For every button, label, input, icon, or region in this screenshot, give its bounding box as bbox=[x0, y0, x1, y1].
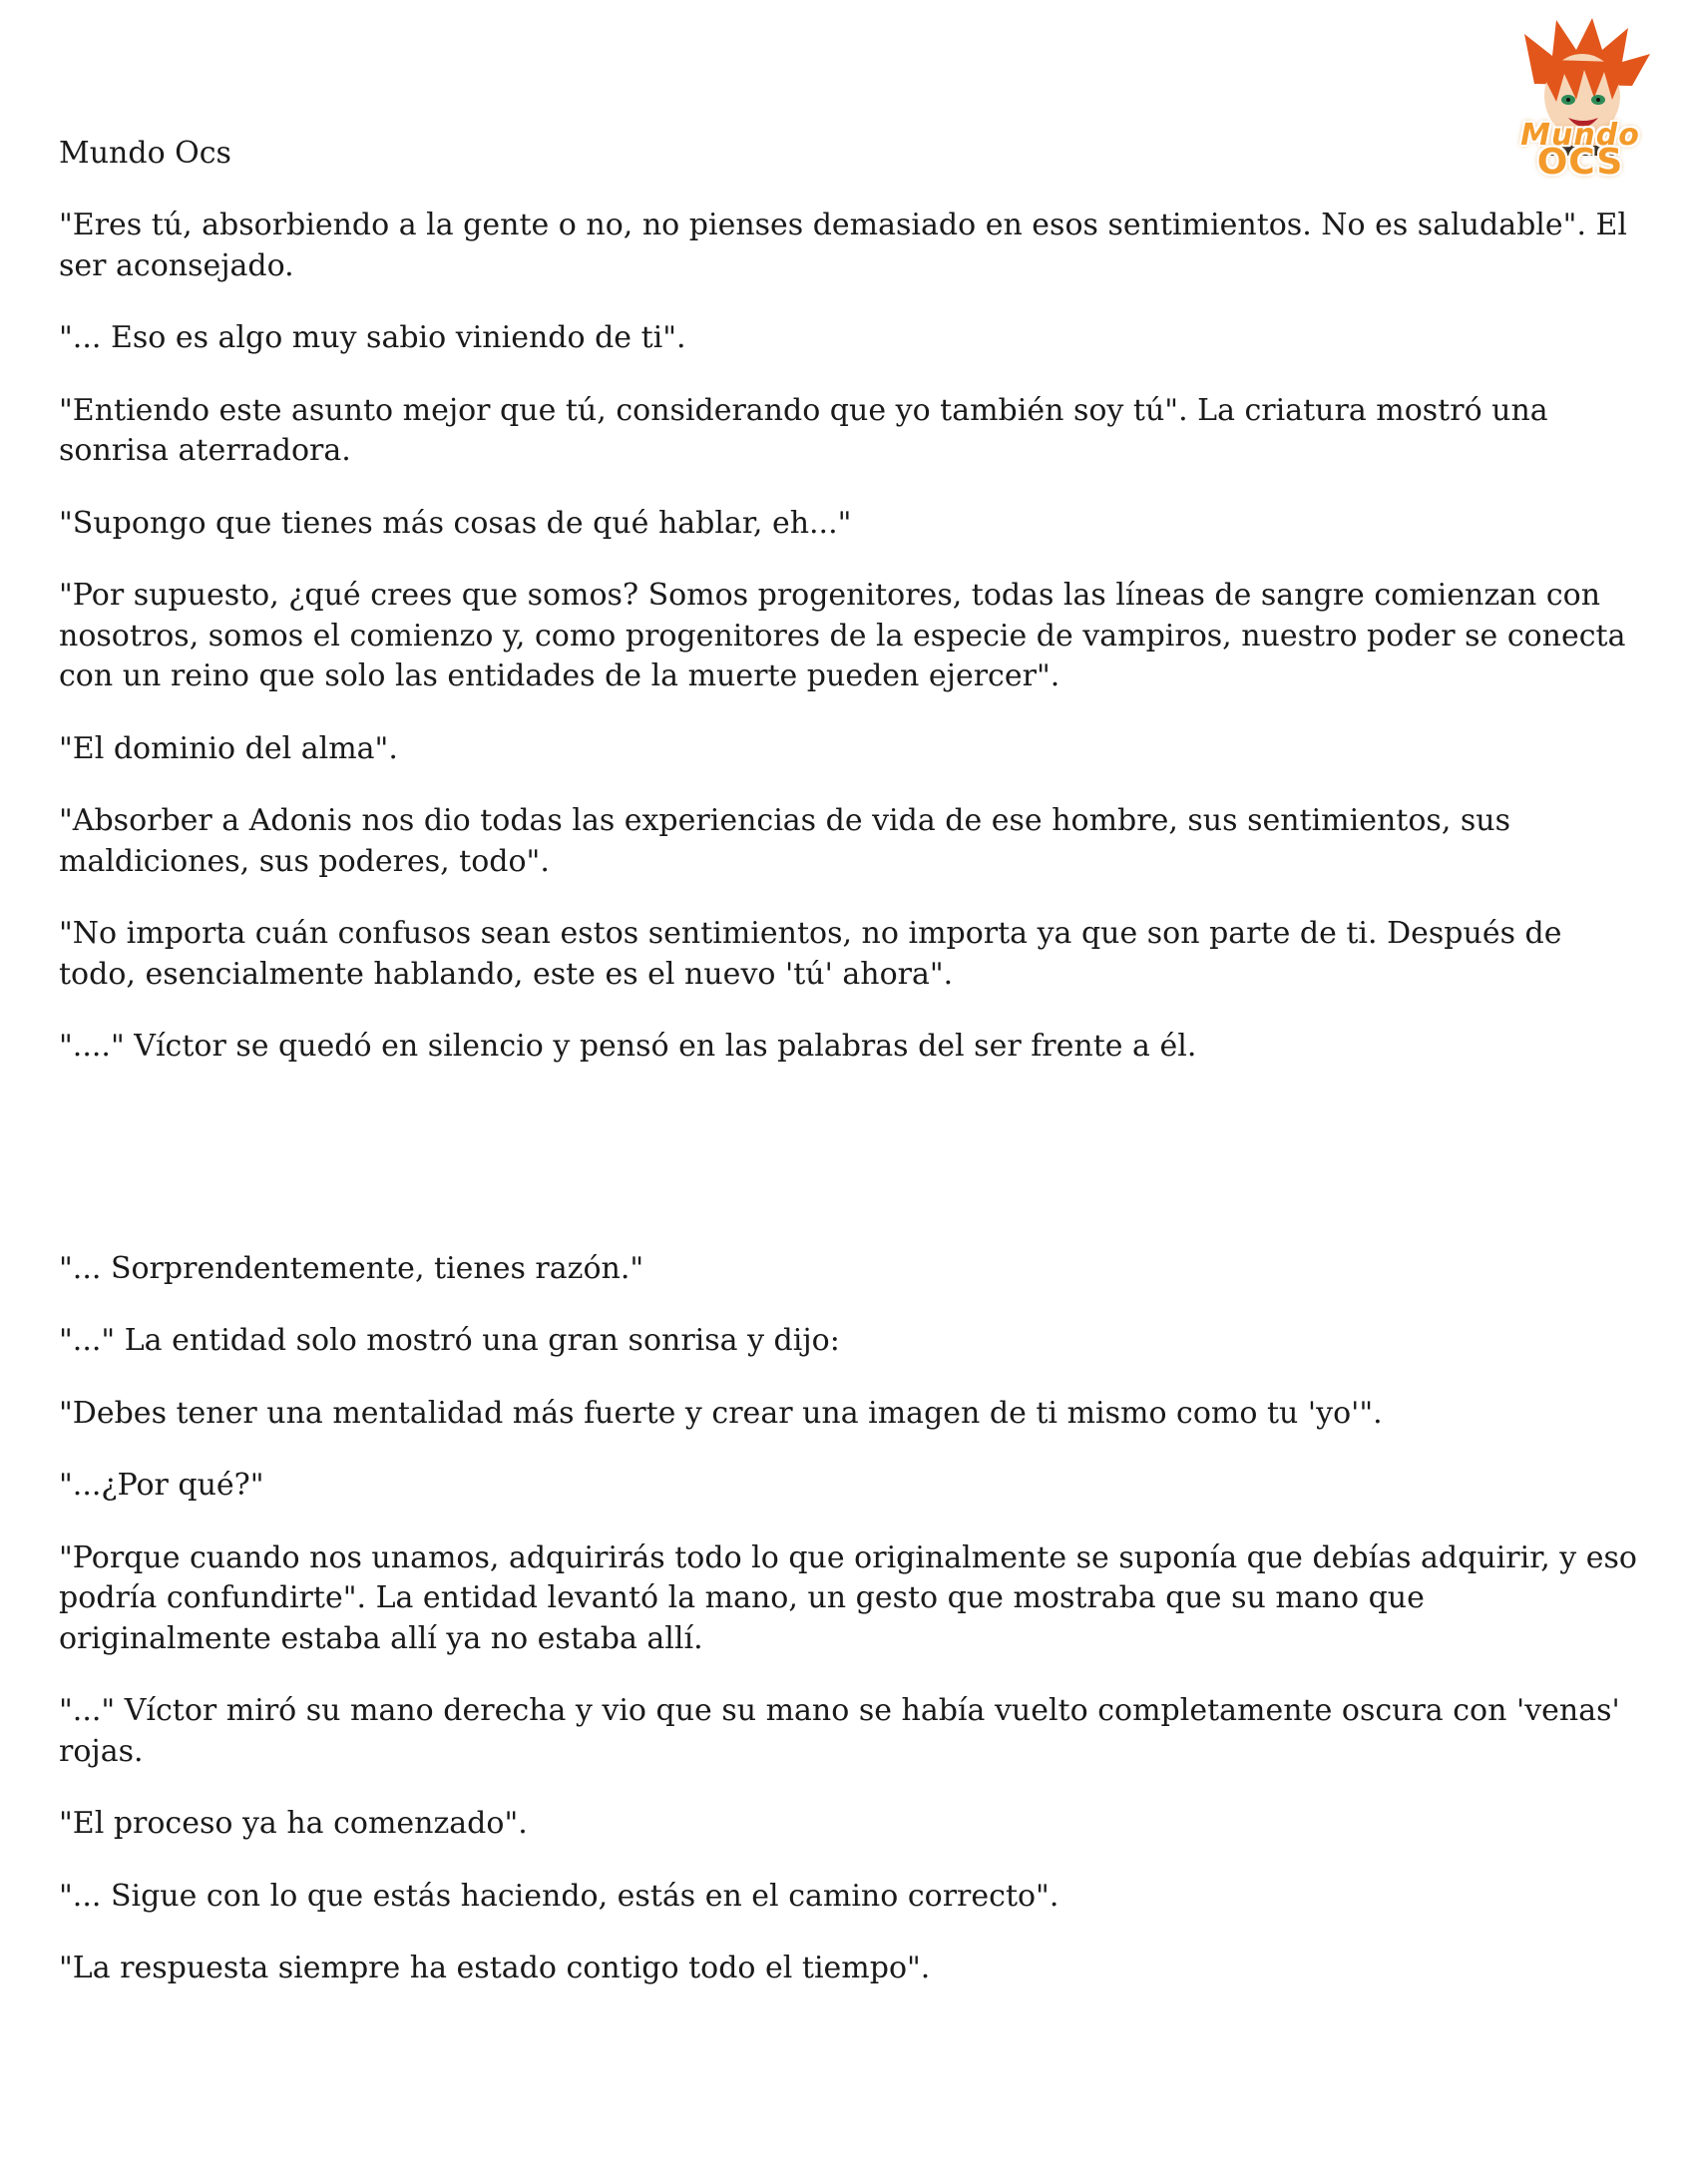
paragraph: "Absorber a Adonis nos dio todas las experiencias de vida de ese hombre, sus sentimientos, sus maldiciones, sus poderes, todo". bbox=[59, 803, 1510, 879]
paragraph: "Debes tener una mentalidad más fuerte y crear una imagen de ti mismo como tu 'yo'". bbox=[59, 1395, 1383, 1431]
paragraph: "El dominio del alma". bbox=[59, 730, 398, 766]
header-label: Mundo Ocs bbox=[59, 136, 231, 171]
paragraph: "La respuesta siempre ha estado contigo todo el tiempo". bbox=[59, 1951, 931, 1985]
paragraph: "Eres tú, absorbiendo a la gente o no, no pienses demasiado en esos sentimientos. No es saludable". El ser aconsejado. bbox=[59, 208, 1628, 283]
paragraph: "Entiendo este asunto mejor que tú, considerando que yo también soy tú". La criatura mostró una sonrisa aterradora. bbox=[59, 392, 1548, 468]
logo-text-line2: OCS bbox=[1536, 142, 1624, 183]
paragraph: "... Sorprendentemente, tienes razón." bbox=[59, 1250, 644, 1286]
logo-text-line1: Mundo bbox=[1520, 118, 1640, 153]
paragraph: "...¿Por qué?" bbox=[59, 1468, 264, 1503]
paragraph: "...." Víctor se quedó en silencio y pensó en las palabras del ser frente a él. bbox=[59, 1029, 1197, 1064]
paragraph: "El proceso ya ha comenzado". bbox=[59, 1806, 528, 1841]
paragraph: "... Eso es algo muy sabio viniendo de ti". bbox=[59, 320, 686, 355]
paragraph: "Porque cuando nos unamos, adquirirás todo lo que originalmente se suponía que debías adquirir, y eso podría confundirte". La entidad levantó la mano, un gesto que mostraba que su mano que originalmente estaba allí ya no estaba allí. bbox=[59, 1539, 1637, 1656]
paragraph: "No importa cuán confusos sean estos sentimientos, no importa ya que son parte de ti. Después de todo, esencialmente hablando, este es el nuevo 'tú' ahora". bbox=[59, 916, 1562, 992]
paragraph: "..." Víctor miró su mano derecha y vio que su mano se había vuelto completamente oscura con 'venas' rojas. bbox=[59, 1693, 1620, 1769]
paragraph: "... Sigue con lo que estás haciendo, estás en el camino correcto". bbox=[59, 1878, 1059, 1914]
mundo-ocs-logo bbox=[1494, 14, 1666, 183]
paragraph: "Por supuesto, ¿qué crees que somos? Somos progenitores, todas las líneas de sangre comienzan con nosotros, somos el comienzo y, como progenitores de la especie de vampiros, nuestro poder se conecta con un reino que solo las entidades de la muerte pueden ejercer". bbox=[59, 578, 1626, 693]
story-text bbox=[59, 206, 1645, 2021]
paragraph: "Supongo que tienes más cosas de qué hablar, eh..." bbox=[59, 505, 852, 541]
paragraph: "..." La entidad solo mostró una gran sonrisa y dijo: bbox=[59, 1323, 840, 1358]
